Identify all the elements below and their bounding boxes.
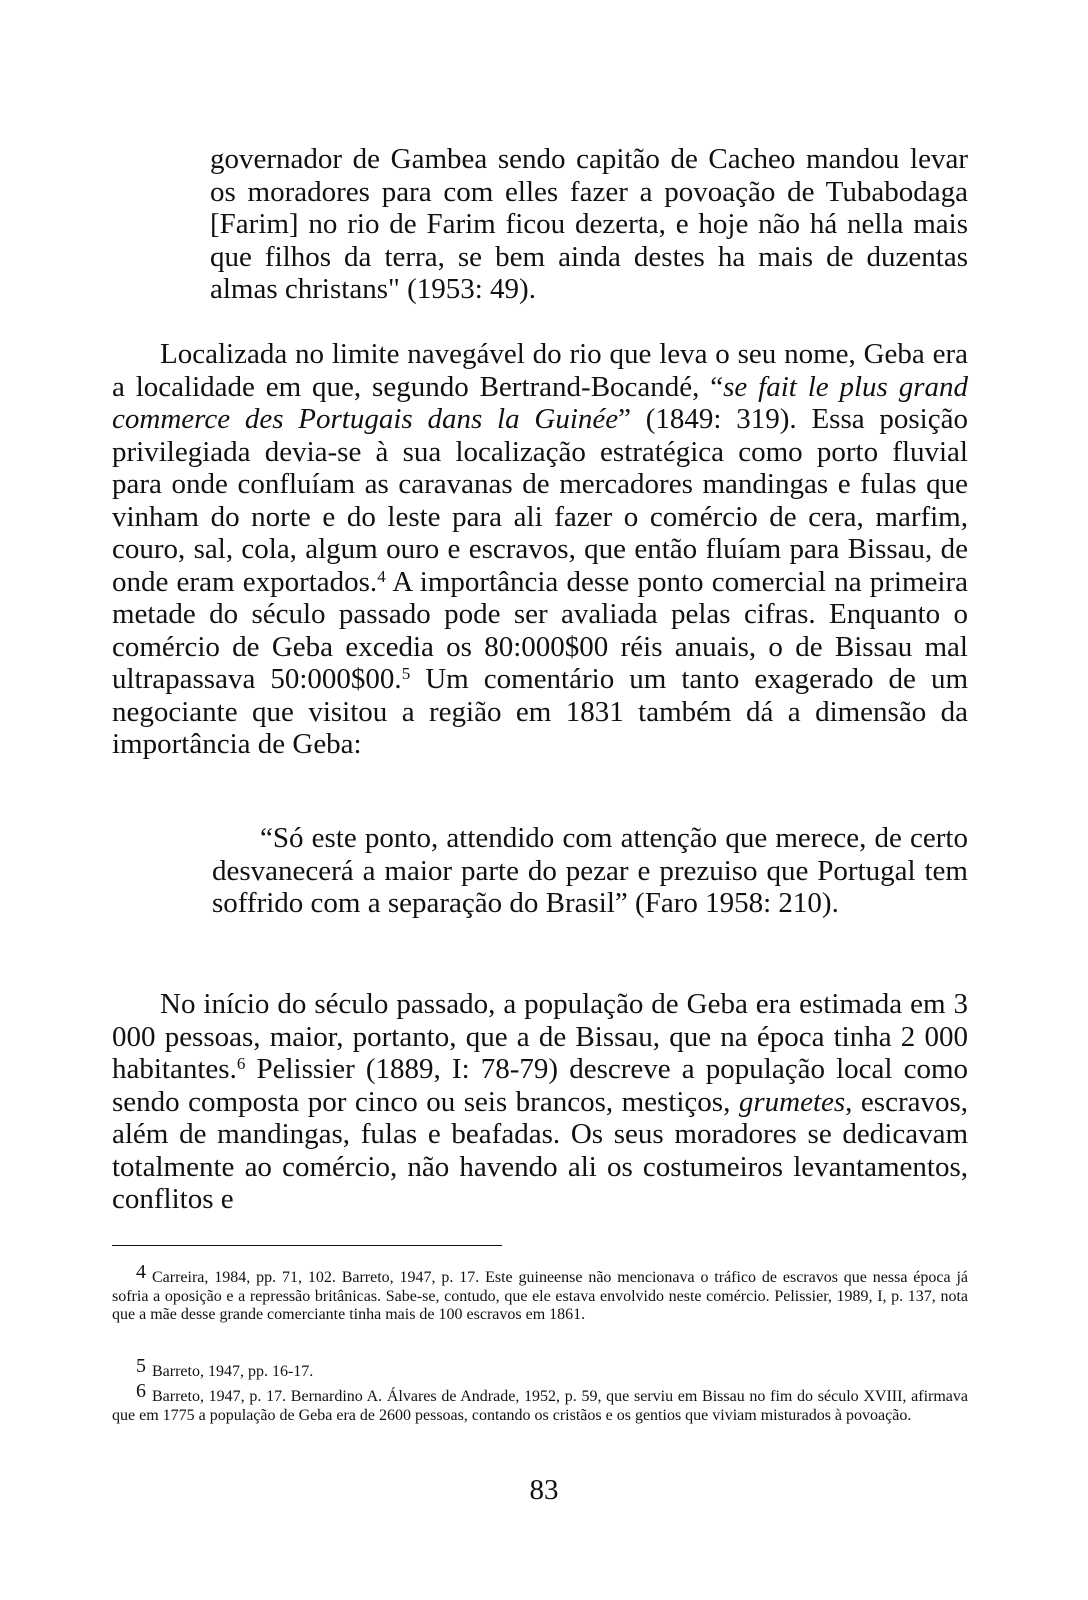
text-segment: , escravos, além de mandingas, fulas e beafadas. Os seus moradores se dedicavam totalmente ao comércio, não havendo ali os costumeiros levantamentos, conflitos e <box>112 1085 969 1215</box>
footnote-text: Barreto, 1947, pp. 16-17. <box>152 1363 314 1380</box>
footnote-divider <box>112 1245 502 1246</box>
text-segment: Um comentário um tanto exagerado de um negociante que visitou a região em 1831 também dá a dimensão da importância de Geba: <box>112 663 969 760</box>
footnote-text: Barreto, 1947, p. 17. Bernardino A. Álvares de Andrade, 1952, p. 59, que serviu em Bissau no fim do século XVIII, afirmava que em 1775 a população de Geba era de 2600 pessoas, contando os cristãos e os gentios que viviam misturados à povoação. <box>112 1388 968 1424</box>
footnote-ref-5[interactable]: 5 <box>401 664 411 683</box>
geba-location-paragraph <box>112 338 968 761</box>
page-number: 83 <box>529 1474 559 1506</box>
continued-quote-paragraph: governador de Gambea sendo capitão de Cacheo mandou levar os moradores para com elles fazer a povoação de Tubabodaga [Farim] no rio de Farim ficou dezerta, e hoje não há nella mais que filhos da terra, se bem ainda destes ha mais de duzentas almas christans" (1953: 49). <box>210 143 968 305</box>
footnote-number: 5 <box>136 1355 146 1377</box>
footnote-text: Carreira, 1984, pp. 71, 102. Barreto, 1947, p. 17. Este guineense não mencionava o tráfico de escravos que nessa época já sofria a oposição e a repressão britânicas. Sabe-se, contudo, que ele estava envolvido neste comércio. Pelissier, 1989, I, p. 137, nota que a mãe desse grande comerciante tinha mais de 100 escravos em 1861. <box>112 1269 968 1324</box>
italic-term: grumetes <box>738 1085 846 1118</box>
french-quote: se fait le plus grand commerce des Portugais dans la Guinée <box>112 370 968 435</box>
text-segment: Localizada no limite navegável do rio que leva o seu nome, Geba era a localidade em que, segundo Bertrand-Bocandé, “ <box>112 338 968 403</box>
footnote-4 <box>112 1263 968 1325</box>
footnote-ref-4[interactable]: 4 <box>377 566 386 586</box>
block-quote: “Só este ponto, attendido com attenção que merece, de certo desvanecerá a maior parte do pezar e prezuiso que Portugal tem soffrido com a separação do Brasil” (Faro 1958: 210). <box>212 822 968 919</box>
footnote-number: 4 <box>136 1261 146 1283</box>
text-segment: A importância desse ponto comercial na primeira metade do século passado pode ser avaliada pelas cifras. Enquanto o comércio de Geba excedia os 80:000$00 réis anuais, o de Bissau mal ultrapassava 50:000$00. <box>112 565 968 695</box>
footnote-6 <box>112 1382 968 1425</box>
text-segment: No início do século passado, a população de Geba era estimada em 3 000 pessoas, maior, portanto, que a de Bissau, que na época tinha 2 000 habitantes. <box>112 988 968 1085</box>
footnote-ref-6[interactable]: 6 <box>236 1054 246 1073</box>
text-segment: ” (1849: 319). Essa posição privilegiada devia-se à sua localização estratégica como porto fluvial para onde confluíam as caravanas de mercadores mandingas e fulas que vinham do norte e do leste para ali fazer o comércio de cera, marfim, couro, sal, cola, algum ouro e escravos, que então fluíam para Bissau, de onde eram exportados. <box>112 403 968 598</box>
footnote-number: 6 <box>136 1380 146 1402</box>
population-paragraph <box>112 988 968 1216</box>
footnote-5 <box>112 1357 968 1382</box>
text-segment: Pelissier (1889, I: 78-79) descreve a população local como sendo composta por cinco ou seis brancos, mestiços, <box>112 1053 968 1118</box>
